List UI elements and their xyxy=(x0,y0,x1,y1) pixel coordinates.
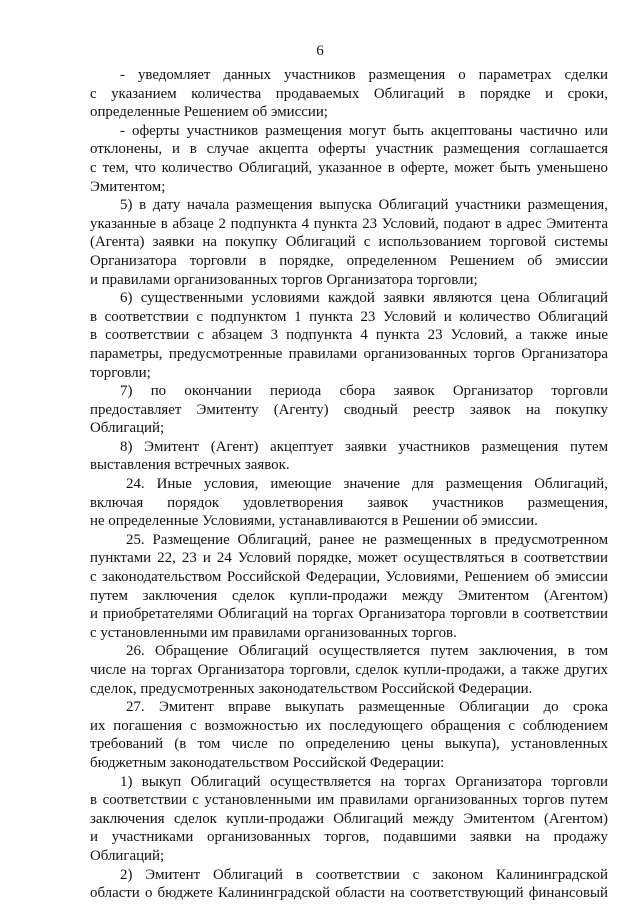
text-line: 27. Эмитент вправе выкупать размещенные Облигации до срока xyxy=(126,699,608,716)
text-line: и правилами организованных торгов Организатора торговли; xyxy=(90,271,478,288)
text-line: области о бюджете Калининградской области на соответствующий финансовый xyxy=(90,885,608,902)
text-line: 8) Эмитент (Агент) акцептует заявки участников размещения путем xyxy=(120,438,608,455)
text-line: включая порядок удовлетворения заявок участников размещения, xyxy=(90,494,608,511)
text-line: указанные в абзаце 2 подпункта 4 пункта 23 Условий, подают в адрес Эмитента xyxy=(90,215,608,232)
text-line: с законодательством Российской Федерации, Условиями, Решением об эмиссии xyxy=(90,569,608,586)
text-line: предоставляет Эмитенту (Агенту) сводный реестр заявок на покупку xyxy=(90,401,608,418)
text-line: параметры, предусмотренные правилами организованных торгов Организатора xyxy=(90,345,608,362)
text-line: выставления встречных заявок. xyxy=(90,457,290,474)
text-line: 1) выкуп Облигаций осуществляется на торгах Организатора торговли xyxy=(120,773,608,790)
document-body xyxy=(90,66,608,903)
text-line: не определенные Условиями, устанавливаются в Решении об эмиссии. xyxy=(90,513,538,530)
text-line: Эмитентом; xyxy=(90,178,166,195)
text-line: и приобретателями Облигаций на торгах Организатора торговли в соответствии xyxy=(90,606,608,623)
text-line: с указанием количества продаваемых Облигаций в порядке и сроки, xyxy=(90,85,608,102)
text-line: Организатора торговли в порядке, определенном Решением об эмиссии xyxy=(90,252,608,269)
text-line: пунктами 22, 23 и 24 Условий порядке, может осуществляться в соответствии xyxy=(90,550,608,567)
page-number: 6 xyxy=(316,43,324,59)
text-line: отклонены, и в случае акцепта оферты участник размещения соглашается xyxy=(90,141,608,158)
text-line: числе на торгах Организатора торговли, сделок купли-продажи, а также других xyxy=(90,662,608,678)
text-line: 24. Иные условия, имеющие значение для размещения Облигаций, xyxy=(126,476,608,493)
text-line: с тем, что количество Облигаций, указанное в оферте, может быть уменьшено xyxy=(90,159,608,176)
text-line: заключения сделок купли-продажи Облигаций между Эмитентом (Агентом) xyxy=(90,810,608,827)
text-line: (Агента) заявки на покупку Облигаций с использованием торговой системы xyxy=(90,234,608,251)
text-line: в соответствии с подпунктом 1 пункта 23 Условий и количество Облигаций xyxy=(90,308,608,325)
text-line: Облигаций; xyxy=(90,420,165,437)
text-line: - уведомляет данных участников размещения о параметрах сделки xyxy=(120,67,608,83)
text-line: - оферты участников размещения могут быть акцептованы частично или xyxy=(120,122,608,139)
text-line: Облигаций; xyxy=(90,847,165,864)
text-line: и участниками организованных торгов, подавшими заявки на продажу xyxy=(90,829,608,846)
text-line: 7) по окончании периода сбора заявок Организатор торговли xyxy=(120,383,608,400)
text-line: 26. Обращение Облигаций осуществляется путем заключения, в том xyxy=(126,643,608,660)
text-line: 5) в дату начала размещения выпуска Облигаций участники размещения, xyxy=(120,197,608,214)
text-line: требований (в том числе по определению цены выкупа), установленных xyxy=(90,736,608,753)
text-line: в соответствии с установленными им правилами организованных торгов путем xyxy=(90,792,608,809)
text-line: определенные Решением об эмиссии; xyxy=(90,104,328,121)
text-line: путем заключения сделок купли-продажи между Эмитентом (Агентом) xyxy=(90,587,608,604)
text-line: 25. Размещение Облигаций, ранее не размещенных в предусмотренном xyxy=(126,531,608,548)
text-line: торговли; xyxy=(90,364,151,381)
text-line: их погашения с возможностью их последующего обращения с соблюдением xyxy=(90,717,608,734)
text-line: сделок, предусмотренных законодательством Российской Федерации. xyxy=(90,680,533,697)
text-line: бюджетным законодательством Российской Федерации: xyxy=(90,754,445,771)
text-line: 6) существенными условиями каждой заявки являются цена Облигаций xyxy=(120,290,608,307)
text-line: в соответствии с абзацем 3 подпункта 4 пункта 23 Условий, а также иные xyxy=(90,327,608,344)
text-line: 2) Эмитент Облигаций в соответствии с законом Калининградской xyxy=(120,866,608,883)
text-line: с установленными им правилами организованных торгов. xyxy=(90,624,457,641)
